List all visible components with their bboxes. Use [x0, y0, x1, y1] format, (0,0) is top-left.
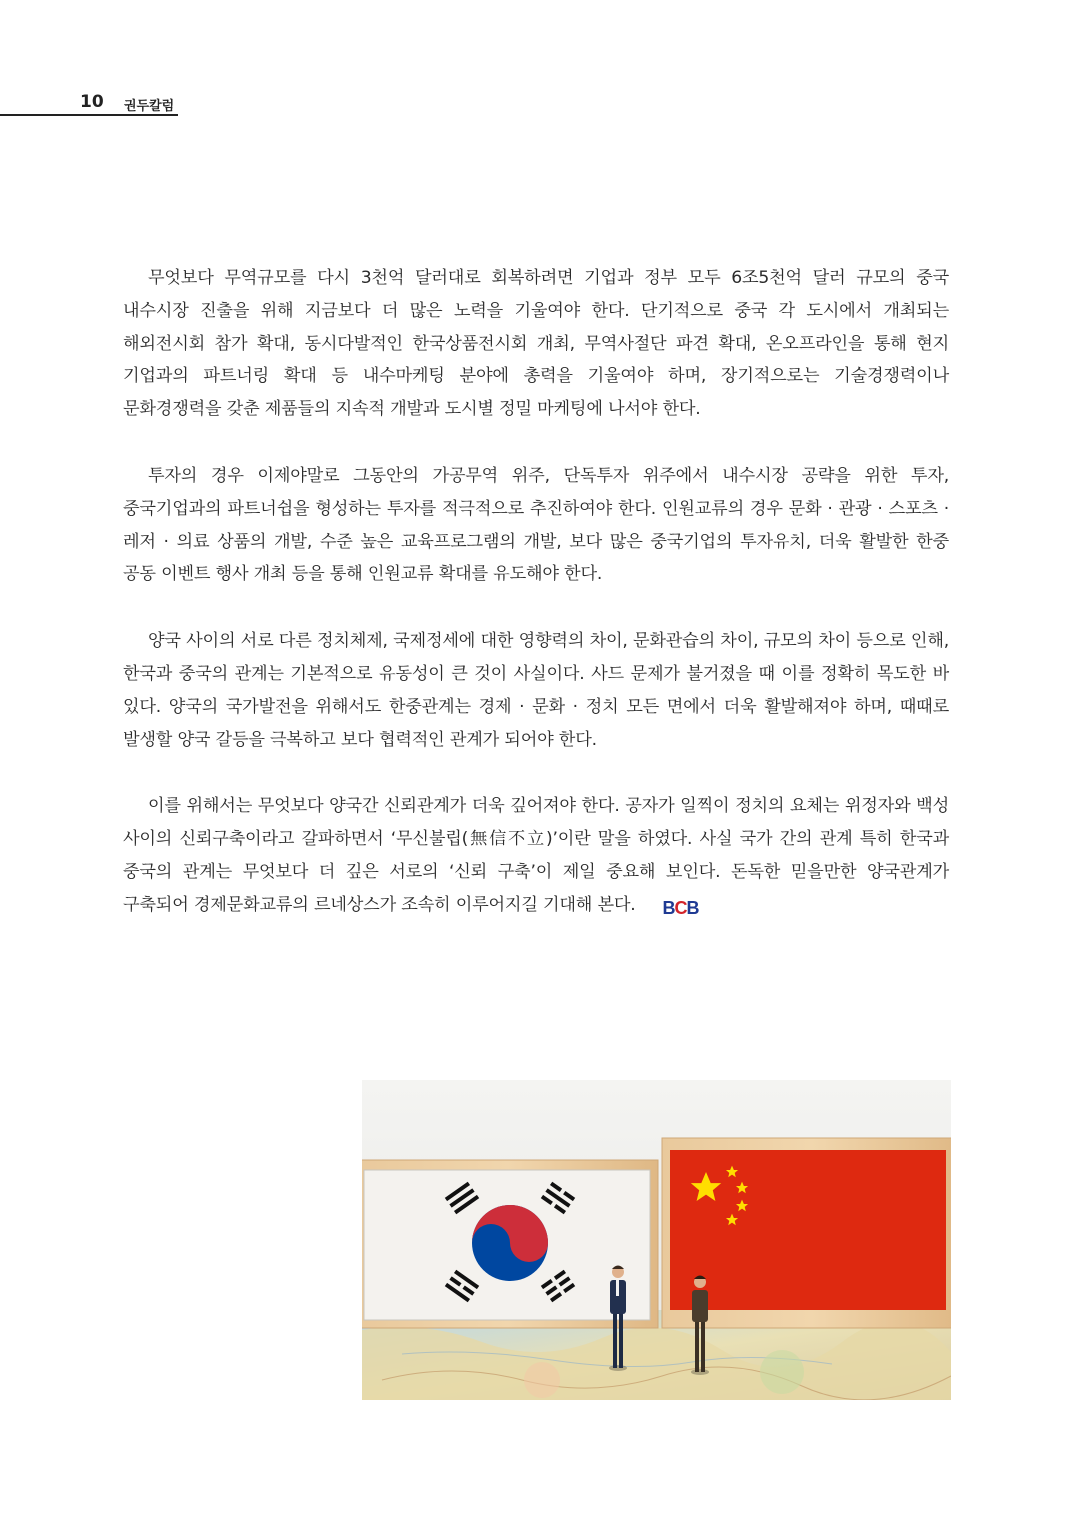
- paragraph-4: [123, 790, 949, 921]
- paragraph-1: 무엇보다 무역규모를 다시 3천억 달러대로 회복하려면 기업과 정부 모두 6조5천억 달러 규모의 중국 내수시장 진출을 위해 지금보다 더 많은 노력을 기울여야 한다. 단기적으로 중국 각 도시에서 개최되는 해외전시회 참가 확대, 동시다발적인 한국상품전시회 개최, 무역사절단 파견 확대, 온오프라인을 통해 현지 기업과의 파트너링 확대 등 내수마케팅 분야에 총력을 기울여야 하며, 장기적으로는 기술경쟁력이나 문화경쟁력을 갖춘 제품들의 지속적 개발과 도시별 정밀 마케팅에 나서야 한다.: [123, 268, 949, 420]
- page-number: 10: [80, 92, 104, 112]
- bcb-logo: [638, 898, 699, 918]
- paragraph-2: 투자의 경우 이제야말로 그동안의 가공무역 위주, 단독투자 위주에서 내수시장 공략을 위한 투자, 중국기업과의 파트너쉽을 형성하는 투자를 적극적으로 추진하여야 한다. 인원교류의 경우 문화 · 관광 · 스포츠 · 레저 · 의료 상품의 개발, 수준 높은 교육프로그램의 개발, 보다 많은 중국기업의 투자유치, 더욱 활발한 한중 공동 이벤트 행사 개최 등을 통해 인원교류 확대를 유도해야 한다.: [123, 465, 949, 585]
- bcb-logo-letter-3: B: [686, 897, 699, 918]
- header-rule: [0, 114, 178, 116]
- paragraph-3: 양국 사이의 서로 다른 정치체제, 국제정세에 대한 영향력의 차이, 문화관습의 차이, 규모의 차이 등으로 인해, 한국과 중국의 관계는 기본적으로 유동성이 큰 것이 사실이다. 사드 문제가 불거졌을 때 이를 정확히 목도한 바 있다. 양국의 국가발전을 위해서도 한중관계는 경제 · 문화 · 정치 모든 면에서 더욱 활발해져야 하며, 때때로 발생할 양국 갈등을 극복하고 보다 협력적인 관계가 되어야 한다.: [123, 631, 949, 750]
- section-title: 권두칼럼: [124, 99, 175, 114]
- flags-photo: [362, 1080, 951, 1400]
- bcb-logo-letter-1: B: [662, 897, 675, 918]
- taegeuk-icon: [472, 1205, 548, 1281]
- page-header: [0, 92, 178, 116]
- paragraph-4-text: 이를 위해서는 무엇보다 양국간 신뢰관계가 더욱 깊어져야 한다. 공자가 일찍이 정치의 요체는 위정자와 백성 사이의 신뢰구축이라고 갈파하면서 ‘무신불립(無信不立)’이란 말을 하였다. 사실 국가 간의 관계 특히 한국과 중국의 관계는 무엇보다 더 깊은 서로의 ‘신뢰 구축’이 제일 중요해 보인다. 돈독한 믿을만한 양국관계가 구축되어 경제문화교류의 르네상스가 조속히 이루어지길 기대해 본다.: [123, 796, 949, 915]
- article-body: [123, 262, 949, 922]
- bcb-logo-letter-2: C: [674, 897, 687, 918]
